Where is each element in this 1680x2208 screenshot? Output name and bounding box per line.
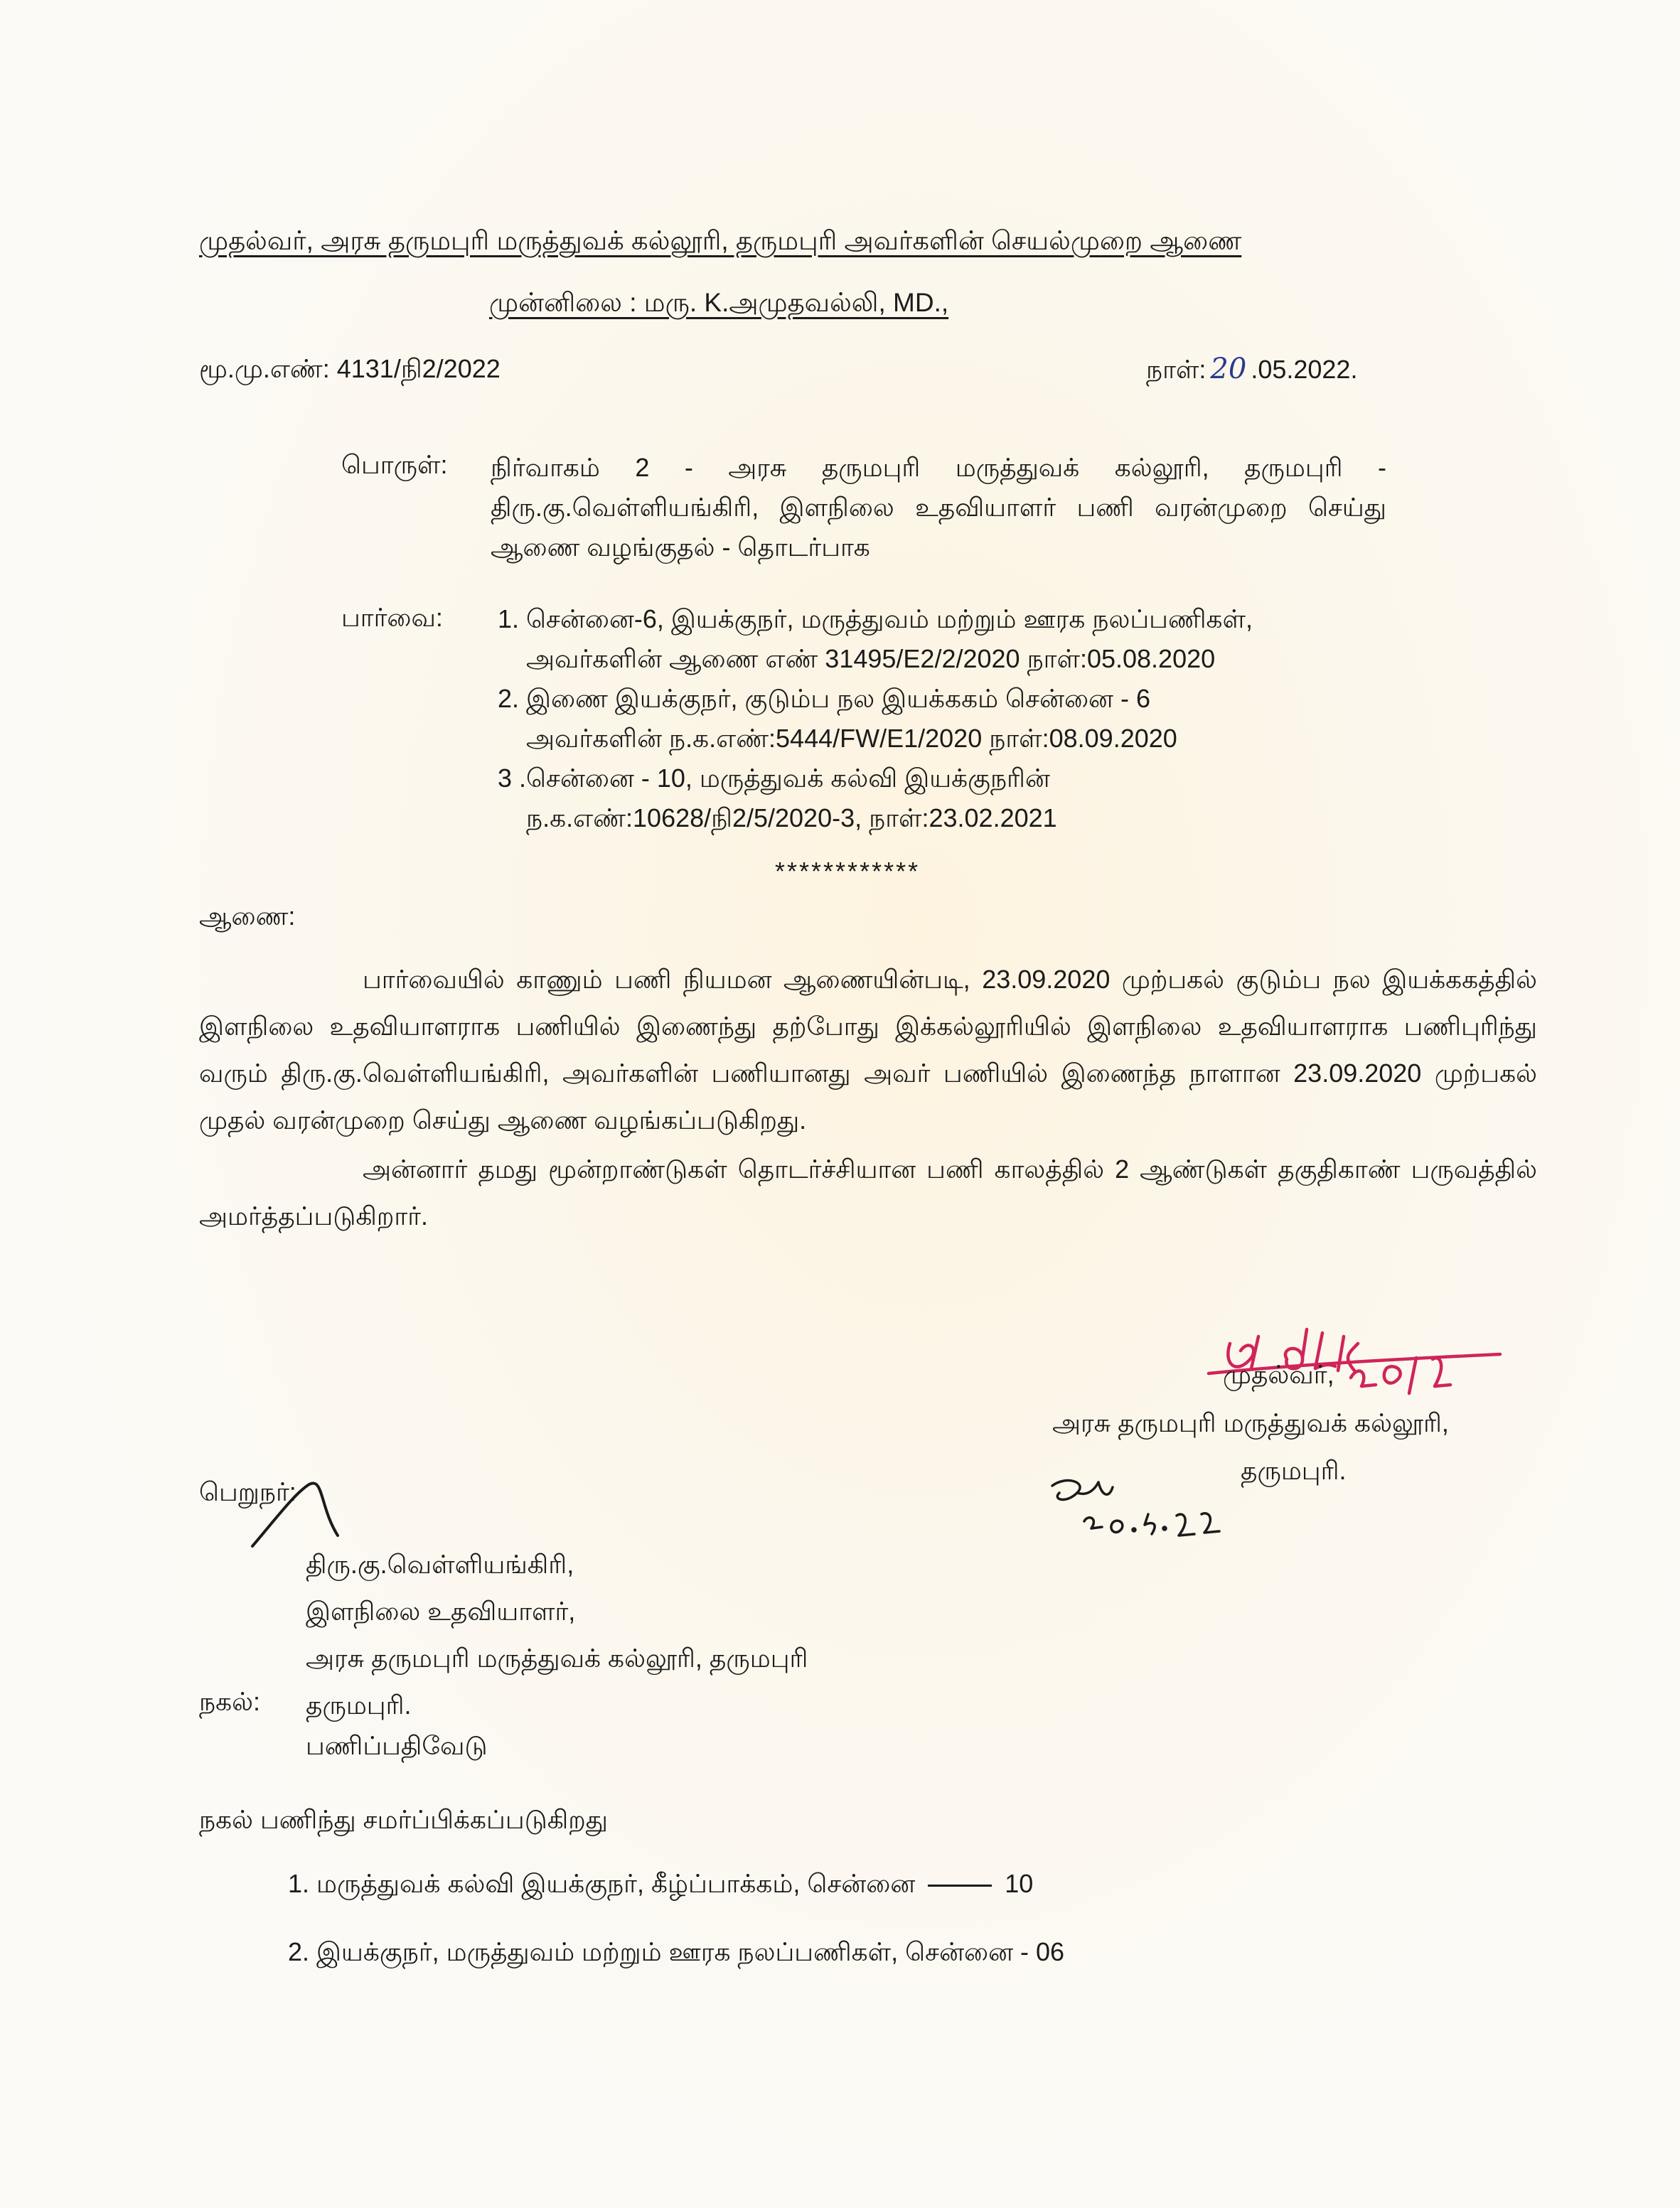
reference-line: அவர்களின் ஆணை எண் 31495/E2/2/2020 நாள்:05.08.2020 [526, 644, 1216, 673]
order-paragraph-2 [199, 1146, 1537, 1240]
copy-label: நகல்: [199, 1687, 261, 1716]
submitted-copy-1 [288, 1867, 1033, 1901]
initials-signature [1045, 1472, 1244, 1550]
paragraph-text: பார்வையில் காணும் பணி நியமன ஆணையின்படி, 23.09.2020 முற்பகல் குடும்ப நல இயக்ககத்தில் இளநிலை உதவியாளராக பணியில் இணைந்து தற்போது இக்கல்லூரியில் இளநிலை உதவியாளராக பணிபுரிந்து வரும் திரு.கு.வெள்ளியங்கிரி, அவர்களின் பணியானது அவர் பணியில் இணைந்த நாளான 23.09.2020 முற்பகல் முதல் வரன்முறை செய்து ஆணை வழங்கப்படுகிறது. [199, 965, 1537, 1135]
presence-line: முன்னிலை : மரு. K.அமுதவல்லி, MD., [489, 288, 949, 317]
signatory-college: அரசு தருமபுரி மருத்துவக் கல்லூரி, [1052, 1408, 1449, 1437]
reference-item [498, 759, 1422, 838]
submitted-copy-2: 2. இயக்குநர், மருத்துவம் மற்றும் ஊரக நலப்பணிகள், சென்னை - 06 [288, 1937, 1065, 1966]
recipient-line: அரசு தருமபுரி மருத்துவக் கல்லூரி, தருமபுரி [306, 1644, 808, 1673]
date-day-handwritten: 20 [1210, 353, 1247, 385]
recipient-label: பெறுநர்: [199, 1477, 296, 1506]
subject-label: பொருள்: [341, 450, 448, 479]
blank-line [928, 1885, 992, 1887]
date-label: நாள்: [1146, 355, 1207, 384]
recipient-line: திரு.கு.வெள்ளியங்கிரி, [306, 1550, 574, 1579]
reference-line: ந.க.எண்:10628/நி2/5/2020-3, நாள்:23.02.2021 [526, 803, 1057, 832]
date-rest: .05.2022. [1251, 355, 1358, 384]
reference-item [498, 679, 1422, 759]
submitted-copy-text: 1. மருத்துவக் கல்வி இயக்குநர், கீழ்ப்பாக்கம், சென்னை [288, 1869, 916, 1898]
reference-line: 2. இணை இயக்குநர், குடும்ப நல இயக்ககம் சென்னை - 6 [498, 684, 1150, 713]
order-date [1146, 352, 1357, 387]
document-title: முதல்வர், அரசு தருமபுரி மருத்துவக் கல்லூரி, தருமபுரி அவர்களின் செயல்முறை ஆணை [199, 226, 1242, 255]
submitted-copies-label: நகல் பணிந்து சமர்ப்பிக்கப்படுகிறது [199, 1805, 608, 1834]
reference-line: அவர்களின் ந.க.எண்:5444/FW/E1/2020 நாள்:08.09.2020 [526, 724, 1177, 753]
copy-item: பணிப்பதிவேடு [306, 1731, 488, 1760]
separator: ************ [775, 857, 921, 886]
paragraph-text: அன்னார் தமது மூன்றாண்டுகள் தொடர்ச்சியான பணி காலத்தில் 2 ஆண்டுகள் தகுதிகாண் பருவத்தில் அமர்த்தப்படுகிறார். [199, 1154, 1537, 1231]
references-label: பார்வை: [341, 603, 443, 632]
submitted-copy-suffix: 10 [1005, 1869, 1034, 1898]
reference-item [498, 599, 1422, 679]
recipient-line: தருமபுரி. [306, 1690, 412, 1720]
signatory-title: முதல்வர், [1223, 1360, 1334, 1389]
reference-line: 1. சென்னை-6, இயக்குநர், மருத்துவம் மற்றும் ஊரக நலப்பணிகள், [498, 604, 1253, 633]
order-label: ஆணை: [199, 901, 296, 931]
order-paragraph-1 [199, 956, 1537, 1144]
reference-number: மூ.மு.எண்: 4131/நி2/2022 [199, 354, 501, 383]
references-list [498, 599, 1422, 838]
recipient-address [306, 1541, 1017, 1729]
recipient-line: இளநிலை உதவியாளர், [306, 1597, 576, 1626]
signatory-city: தருமபுரி. [1241, 1456, 1347, 1485]
subject-text: நிர்வாகம் 2 - அரசு தருமபுரி மருத்துவக் கல்லூரி, தருமபுரி - திரு.கு.வெள்ளியங்கிரி, இளநிலை உதவியாளர் பணி வரன்முறை செய்து ஆணை வழங்குதல் - தொடர்பாக [491, 453, 1387, 562]
reference-line: 3 .சென்னை - 10, மருத்துவக் கல்வி இயக்குநரின் [498, 763, 1050, 793]
